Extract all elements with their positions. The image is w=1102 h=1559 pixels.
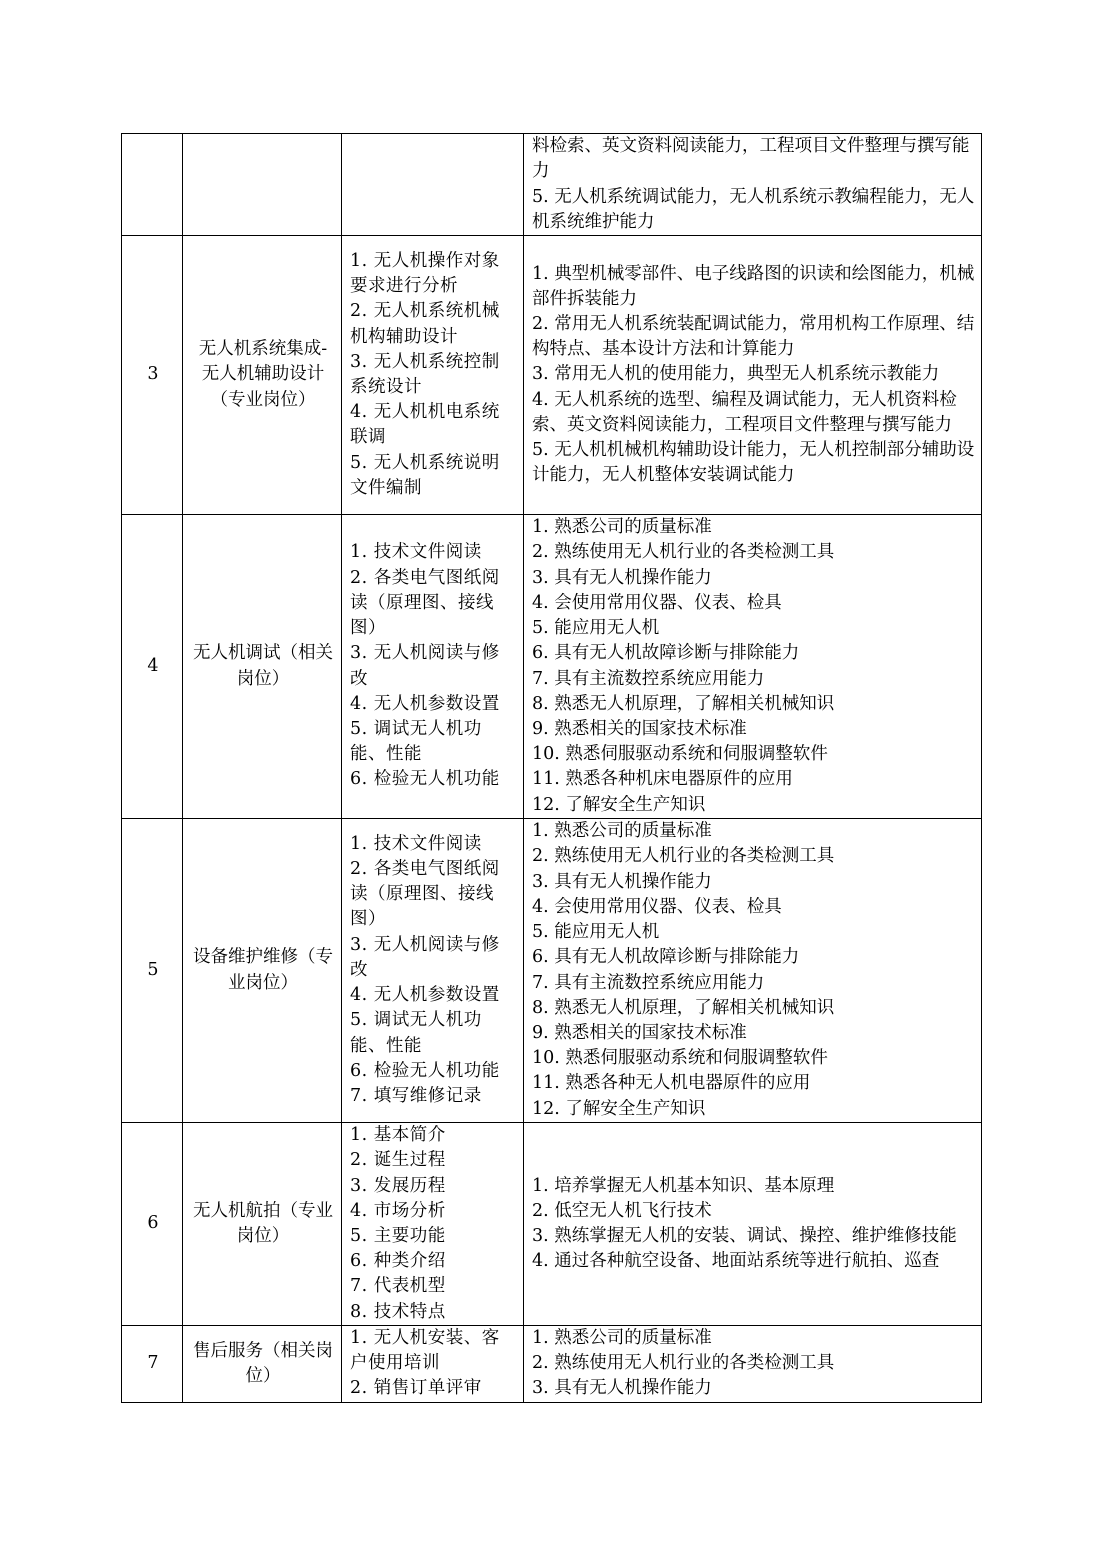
ability-item: 11. 熟悉各种无人机电器原件的应用 xyxy=(532,1073,811,1094)
task-item: 2. 销售订单评审 xyxy=(350,1378,482,1399)
ability-item: 6. 具有无人机故障诊断与排除能力 xyxy=(532,643,800,664)
ability-item: 1. 熟悉公司的质量标准 xyxy=(532,517,712,538)
task-item: 6. 检验无人机功能 xyxy=(350,769,500,790)
table-row xyxy=(122,134,982,236)
post-name-cell: 无人机航拍（专业岗位） xyxy=(183,1123,342,1326)
task-item: 3. 无人机阅读与修改 xyxy=(350,934,500,980)
table-row xyxy=(122,515,982,819)
ability-item: 5. 能应用无人机 xyxy=(532,618,660,639)
work-tasks-cell xyxy=(342,515,524,819)
ability-item: 5. 能应用无人机 xyxy=(532,922,660,943)
ability-item: 10. 熟悉伺服驱动系统和伺服调整软件 xyxy=(532,744,828,765)
work-tasks-cell xyxy=(342,1326,524,1403)
abilities-cell xyxy=(524,515,982,819)
task-item: 2. 各类电气图纸阅读（原理图、接线图） xyxy=(350,567,500,639)
task-item: 3. 无人机系统控制系统设计 xyxy=(350,351,500,397)
task-item: 5. 调试无人机功能、性能 xyxy=(350,1010,482,1056)
task-item: 2. 无人机系统机械机构辅助设计 xyxy=(350,301,500,347)
post-name-cell: 无人机调试（相关岗位） xyxy=(183,515,342,819)
row-number-cell: 7 xyxy=(122,1326,183,1403)
task-item: 4. 无人机参数设置 xyxy=(350,985,500,1006)
ability-item: 3. 常用无人机的使用能力，典型无人机系统示教能力 xyxy=(532,364,940,385)
work-tasks-cell xyxy=(342,1123,524,1326)
ability-item: 4. 无人机系统的选型、编程及调试能力，无人机资料检索、英文资料阅读能力，工程项目文件整理与撰写能力 xyxy=(532,389,957,435)
task-item: 6. 种类介绍 xyxy=(350,1251,446,1272)
ability-item: 1. 熟悉公司的质量标准 xyxy=(532,821,712,842)
row-number-cell: 5 xyxy=(122,819,183,1123)
post-name-cell: 售后服务（相关岗位） xyxy=(183,1326,342,1403)
ability-item: 4. 通过各种航空设备、地面站系统等进行航拍、巡查 xyxy=(532,1251,940,1272)
ability-item: 11. 熟悉各种机床电器原件的应用 xyxy=(532,769,793,790)
ability-item: 1. 典型机械零部件、电子线路图的识读和绘图能力，机械部件拆装能力 xyxy=(532,263,975,309)
abilities-cell xyxy=(524,134,982,236)
task-item: 7. 代表机型 xyxy=(350,1276,446,1297)
post-name-cell: 无人机系统集成-无人机辅助设计（专业岗位） xyxy=(183,236,342,515)
task-item: 6. 检验无人机功能 xyxy=(350,1060,500,1081)
row-number-cell: 4 xyxy=(122,515,183,819)
ability-item: 7. 具有主流数控系统应用能力 xyxy=(532,668,765,689)
ability-item: 1. 培养掌握无人机基本知识、基本原理 xyxy=(532,1175,835,1196)
ability-item: 12. 了解安全生产知识 xyxy=(532,794,706,815)
ability-item: 7. 具有主流数控系统应用能力 xyxy=(532,972,765,993)
abilities-cell xyxy=(524,1326,982,1403)
task-item: 1. 无人机安装、客户使用培训 xyxy=(350,1328,500,1374)
task-item: 1. 基本简介 xyxy=(350,1125,446,1146)
table-row xyxy=(122,1326,982,1403)
ability-item: 2. 常用无人机系统装配调试能力，常用机构工作原理、结构特点、基本设计方法和计算能力 xyxy=(532,313,975,360)
ability-item: 9. 熟悉相关的国家技术标准 xyxy=(532,718,747,739)
job-ability-table xyxy=(121,133,982,1403)
task-item: 1. 技术文件阅读 xyxy=(350,542,482,563)
task-item: 1. 技术文件阅读 xyxy=(350,833,482,854)
table-body xyxy=(122,134,982,1403)
work-tasks-cell xyxy=(342,134,524,236)
ability-item: 1. 熟悉公司的质量标准 xyxy=(532,1328,712,1348)
ability-item: 料检索、英文资料阅读能力，工程项目文件整理与撰写能力 xyxy=(532,136,970,182)
ability-item: 9. 熟悉相关的国家技术标准 xyxy=(532,1022,747,1043)
task-item: 5. 无人机系统说明文件编制 xyxy=(350,452,500,498)
ability-item: 5. 无人机系统调试能力，无人机系统示教编程能力，无人机系统维护能力 xyxy=(532,186,975,232)
task-item: 4. 无人机参数设置 xyxy=(350,693,500,714)
task-item: 4. 无人机机电系统联调 xyxy=(350,402,500,448)
ability-item: 3. 具有无人机操作能力 xyxy=(532,871,712,892)
task-item: 3. 无人机阅读与修改 xyxy=(350,643,500,689)
ability-item: 3. 具有无人机操作能力 xyxy=(532,1378,712,1399)
ability-item: 6. 具有无人机故障诊断与排除能力 xyxy=(532,947,800,968)
ability-item: 10. 熟悉伺服驱动系统和伺服调整软件 xyxy=(532,1048,828,1069)
ability-item: 8. 熟悉无人机原理，了解相关机械知识 xyxy=(532,997,835,1018)
task-item: 2. 各类电气图纸阅读（原理图、接线图） xyxy=(350,859,500,930)
work-tasks-cell xyxy=(342,819,524,1123)
abilities-cell xyxy=(524,1123,982,1326)
task-item: 5. 主要功能 xyxy=(350,1226,446,1246)
ability-item: 8. 熟悉无人机原理，了解相关机械知识 xyxy=(532,693,835,714)
post-name-cell xyxy=(183,134,342,236)
ability-item: 4. 会使用常用仪器、仪表、检具 xyxy=(532,592,782,613)
abilities-cell xyxy=(524,236,982,515)
ability-item: 2. 低空无人机飞行技术 xyxy=(532,1200,712,1221)
task-item: 7. 填写维修记录 xyxy=(350,1085,482,1106)
task-item: 1. 无人机操作对象要求进行分析 xyxy=(350,250,500,297)
ability-item: 12. 了解安全生产知识 xyxy=(532,1098,706,1119)
task-item: 2. 诞生过程 xyxy=(350,1150,446,1171)
ability-item: 3. 熟练掌握无人机的安装、调试、操控、维护维修技能 xyxy=(532,1226,957,1246)
table-row xyxy=(122,1123,982,1326)
ability-item: 3. 具有无人机操作能力 xyxy=(532,567,712,588)
post-name-cell: 设备维护维修（专业岗位） xyxy=(183,819,342,1123)
ability-item: 2. 熟练使用无人机行业的各类检测工具 xyxy=(532,1353,835,1374)
row-number-cell: 3 xyxy=(122,236,183,515)
row-number-cell xyxy=(122,134,183,236)
table-row xyxy=(122,236,982,515)
abilities-cell xyxy=(524,819,982,1123)
ability-item: 2. 熟练使用无人机行业的各类检测工具 xyxy=(532,846,835,867)
task-item: 5. 调试无人机功能、性能 xyxy=(350,718,482,765)
work-tasks-cell xyxy=(342,236,524,515)
ability-item: 5. 无人机机械机构辅助设计能力，无人机控制部分辅助设计能力，无人机整体安装调试能力 xyxy=(532,440,975,486)
table-row xyxy=(122,819,982,1123)
row-number-cell: 6 xyxy=(122,1123,183,1326)
task-item: 4. 市场分析 xyxy=(350,1200,446,1221)
ability-item: 4. 会使用常用仪器、仪表、检具 xyxy=(532,896,782,917)
task-item: 3. 发展历程 xyxy=(350,1175,446,1196)
task-item: 8. 技术特点 xyxy=(350,1301,446,1322)
ability-item: 2. 熟练使用无人机行业的各类检测工具 xyxy=(532,542,835,563)
